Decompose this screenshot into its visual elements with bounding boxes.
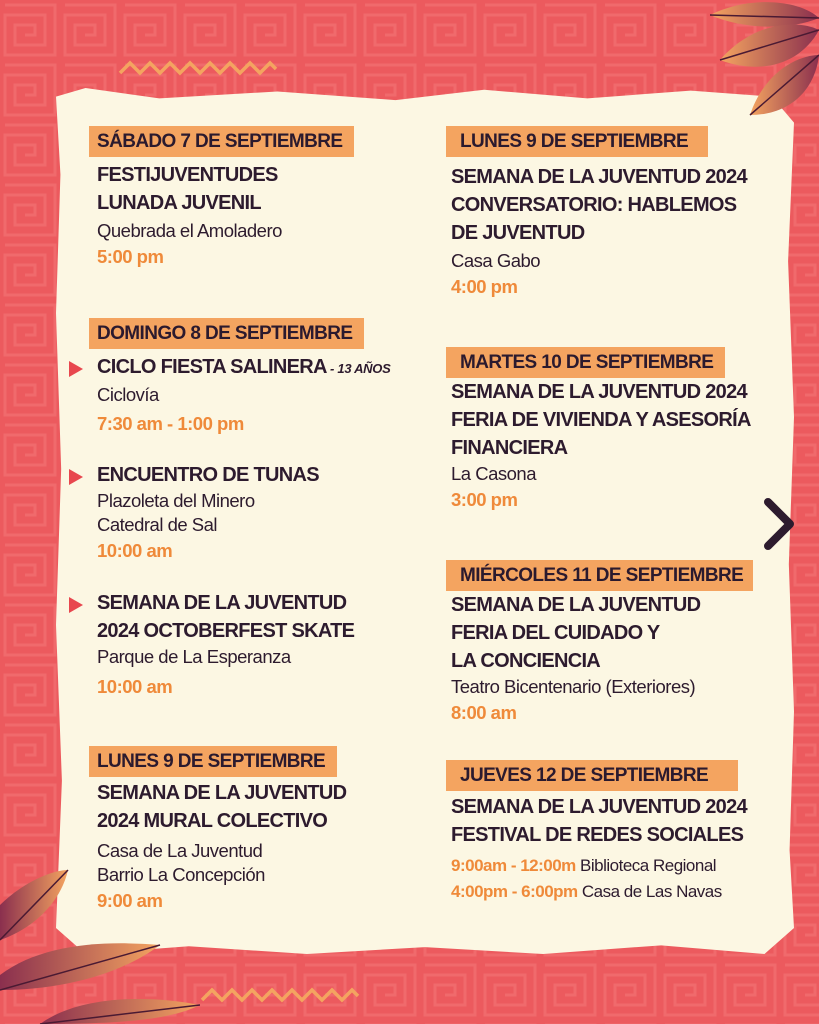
event-title: FINANCIERA [451,437,568,459]
event-place: Plazoleta del Minero [97,490,255,511]
event-time: 5:00 pm [97,246,164,267]
event-place: Teatro Bicentenario (Exteriores) [451,676,696,697]
event-title: ENCUENTRO DE TUNAS [97,464,319,486]
event-title: LA CONCIENCIA [451,650,601,672]
event-title: DE JUVENTUD [451,222,585,244]
event-place: Catedral de Sal [97,514,218,535]
event-title: SEMANA DE LA JUVENTUD [97,782,347,804]
event-ciclo [97,353,427,437]
event-title: FESTIVAL DE REDES SOCIALES [451,824,744,846]
event-title: 2024 MURAL COLECTIVO [97,810,328,832]
slot-place: Biblioteca Regional [575,856,717,875]
event-title: SEMANA DE LA JUVENTUD 2024 [451,796,747,818]
chevron-right-icon[interactable] [756,492,806,556]
slot-time: 9:00am - 12:00m [451,856,576,875]
zigzag-ornament-bottom [200,982,360,1006]
age-note: - 13 AÑOS [326,361,391,376]
schedule-slot [451,853,766,879]
play-triangle-icon [69,597,83,613]
event-time: 8:00 am [451,702,517,723]
date-header: LUNES 9 DE SEPTIEMBRE [89,746,337,777]
event-title: FESTIJUVENTUDES [97,164,278,186]
event-time: 7:30 am - 1:00 pm [97,413,244,434]
date-header: MARTES 10 DE SEPTIEMBRE [446,347,725,378]
event-mon9-right [446,126,766,300]
schedule-slot [451,879,766,905]
event-wed11 [446,560,766,726]
event-title: FERIA DEL CUIDADO Y [451,622,660,644]
event-skate [97,589,427,700]
event-place: Casa de La Juventud [97,840,263,861]
event-place: Quebrada el Amoladero [97,220,282,241]
event-thu12 [446,760,766,905]
play-triangle-icon [69,469,83,485]
event-sat7 [89,126,419,270]
event-place: Parque de La Esperanza [97,646,291,667]
event-time: 3:00 pm [451,489,518,510]
date-header: DOMINGO 8 DE SEPTIEMBRE [89,318,364,349]
event-place: Casa Gabo [451,250,541,271]
event-title: CONVERSATORIO: HABLEMOS [451,194,737,216]
event-time: 4:00 pm [451,276,518,297]
event-title: 2024 OCTOBERFEST SKATE [97,620,355,642]
slot-time: 4:00pm - 6:00pm [451,882,578,901]
event-time: 9:00 am [97,890,163,911]
event-title: LUNADA JUVENIL [97,192,261,214]
event-place: La Casona [451,463,536,484]
event-place: Barrio La Concepción [97,864,265,885]
event-title: CICLO FIESTA SALINERA - 13 AÑOS [97,356,391,378]
event-place: Ciclovía [97,384,159,405]
event-mon9-left [89,746,419,914]
event-title: SEMANA DE LA JUVENTUD [97,592,347,614]
event-time: 10:00 am [97,676,173,697]
date-header: SÁBADO 7 DE SEPTIEMBRE [89,126,354,157]
zigzag-ornament-top [118,55,278,79]
event-title: SEMANA DE LA JUVENTUD 2024 [451,381,747,403]
date-header: LUNES 9 DE SEPTIEMBRE [446,126,708,157]
date-header: MIÉRCOLES 11 DE SEPTIEMBRE [446,560,753,591]
event-title: SEMANA DE LA JUVENTUD [451,594,701,616]
event-title: SEMANA DE LA JUVENTUD 2024 [451,166,747,188]
event-title: FERIA DE VIVIENDA Y ASESORÍA [451,409,751,431]
slot-place: Casa de Las Navas [577,882,722,901]
play-triangle-icon [69,361,83,377]
leaf-icon [690,0,819,130]
date-sun8 [89,318,419,349]
event-tunas [97,461,427,564]
date-header: JUEVES 12 DE SEPTIEMBRE [446,760,738,791]
event-tue10 [446,347,766,513]
event-time: 10:00 am [97,540,173,561]
